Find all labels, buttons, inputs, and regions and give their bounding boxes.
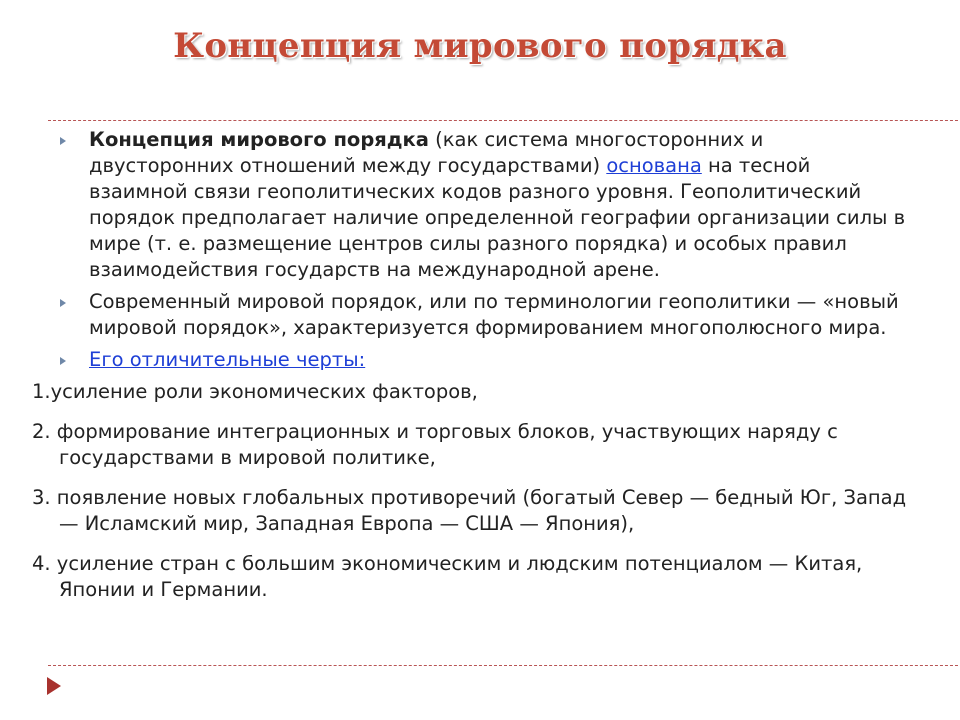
- slide-body: [32, 127, 912, 609]
- bullet-arrow-icon: [60, 357, 66, 365]
- numbered-item: 1.усиление роли экономических факторов,: [32, 380, 478, 403]
- nav-arrow-icon[interactable]: [47, 677, 61, 695]
- bullet-bold-term: Концепция мирового порядка: [89, 128, 429, 151]
- bullet-text: Современный мировой порядок, или по терминологии геополитики — «новый мировой порядок», характеризуется формированием многополюсного мира.: [89, 290, 899, 339]
- bullet-item: [32, 347, 912, 373]
- hyperlink-osnovana[interactable]: основана: [606, 154, 702, 177]
- bullet-item: [32, 127, 912, 283]
- bullet-arrow-icon: [60, 137, 66, 145]
- top-divider: [48, 120, 960, 121]
- bottom-divider: [48, 665, 960, 666]
- numbered-item: 4. усиление стран с большим экономическим и людским потенциалом — Китая, Японии и Германии.: [32, 552, 863, 601]
- numbered-item: 2. формирование интеграционных и торговых блоков, участвующих наряду с государствами в мировой политике,: [32, 420, 838, 469]
- bullet-item: [32, 289, 912, 341]
- bullet-text: (как система многосторонних и двусторонних отношений между государствами): [89, 128, 764, 177]
- bullet-text: на тесной взаимной связи геополитических кодов разного уровня. Геополитический порядок предполагает наличие определенной географии организации силы в мире (т. е. размещение центров силы разного порядка) и особых правил взаимодействия государств на международной арене.: [89, 154, 906, 281]
- numbered-item: 3. появление новых глобальных противоречий (богатый Север — бедный Юг, Запад — Исламский мир, Западная Европа — США — Япония),: [32, 486, 907, 535]
- hyperlink-features[interactable]: Его отличительные черты:: [89, 348, 366, 371]
- bullet-arrow-icon: [60, 299, 66, 307]
- slide-title: Концепция мирового порядка: [173, 26, 787, 66]
